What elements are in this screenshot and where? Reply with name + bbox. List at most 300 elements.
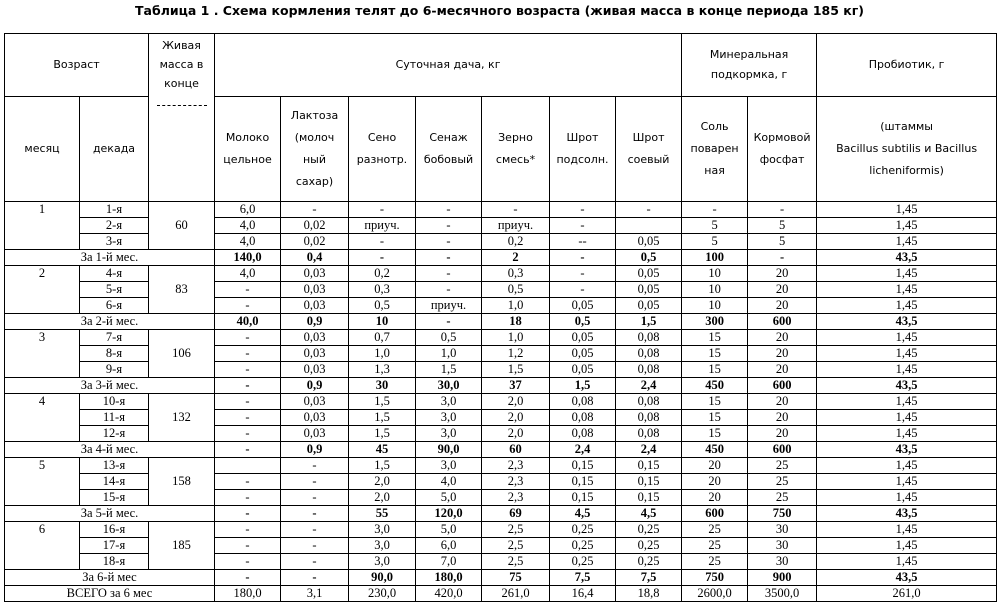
decade-cell: 18-я: [80, 554, 149, 570]
month-total-label: За 6-й мес: [5, 570, 215, 586]
value-cell: 2,0: [349, 490, 416, 506]
header-salt-l1: Соль: [700, 120, 729, 133]
value-cell: -: [215, 490, 281, 506]
value-cell: -: [281, 458, 349, 474]
decade-cell: 14-я: [80, 474, 149, 490]
header-milk: [215, 97, 281, 202]
header-hay: [349, 97, 416, 202]
value-cell: -: [748, 202, 817, 218]
month-total-label: За 1-й мес.: [5, 250, 215, 266]
total-cell: 0,9: [281, 314, 349, 330]
feeding-table: [4, 33, 997, 602]
value-cell: 3,0: [349, 522, 416, 538]
value-cell: -: [281, 490, 349, 506]
value-cell: [215, 458, 281, 474]
value-cell: -: [215, 362, 281, 378]
value-cell: 6,0: [416, 538, 482, 554]
total-cell: 600: [748, 314, 817, 330]
value-cell: -: [281, 522, 349, 538]
value-cell: 0,05: [616, 266, 682, 282]
value-cell: 3,0: [349, 554, 416, 570]
month-total-label: За 4-й мес.: [5, 442, 215, 458]
value-cell: 2,0: [482, 394, 550, 410]
value-cell: 0,25: [550, 538, 616, 554]
value-cell: 0,05: [616, 282, 682, 298]
total-cell: 60: [482, 442, 550, 458]
decade-cell: 6-я: [80, 298, 149, 314]
header-haylage: [416, 97, 482, 202]
decade-cell: 7-я: [80, 330, 149, 346]
grand-total-cell: 261,0: [817, 586, 997, 602]
value-cell: -: [349, 234, 416, 250]
header-strains-l1: (штаммы: [880, 120, 933, 133]
total-cell: 2: [482, 250, 550, 266]
month-cell: 3: [5, 330, 80, 378]
value-cell: 0,5: [482, 282, 550, 298]
total-cell: 450: [682, 378, 748, 394]
value-cell: 0,7: [349, 330, 416, 346]
value-cell: 0,08: [616, 410, 682, 426]
month-total-row: [5, 378, 997, 394]
total-cell: 0,9: [281, 442, 349, 458]
value-cell: 0,15: [550, 490, 616, 506]
table-title: Таблица 1 . Схема кормления телят до 6-месячного возраста (живая масса в конце периода 185 кг): [135, 3, 864, 18]
value-cell: 30: [748, 554, 817, 570]
value-cell: 20: [682, 490, 748, 506]
total-cell: 600: [682, 506, 748, 522]
header-lactose-l2: (молоч: [294, 131, 335, 144]
total-cell: 37: [482, 378, 550, 394]
value-cell: -: [215, 522, 281, 538]
value-cell: 1,0: [482, 330, 550, 346]
header-soy-l2: соевый: [627, 153, 670, 166]
value-cell: 1,2: [482, 346, 550, 362]
decade-cell: 3-я: [80, 234, 149, 250]
value-cell: 4,0: [215, 234, 281, 250]
value-cell: 0,08: [550, 426, 616, 442]
grand-total-row: [5, 586, 997, 602]
value-cell: -: [416, 282, 482, 298]
total-cell: -: [215, 506, 281, 522]
grand-total-cell: 2600,0: [682, 586, 748, 602]
value-cell: -: [616, 202, 682, 218]
value-cell: 15: [682, 426, 748, 442]
header-mineral: [682, 34, 817, 97]
value-cell: 0,08: [616, 362, 682, 378]
total-cell: 45: [349, 442, 416, 458]
value-cell: -: [550, 202, 616, 218]
value-cell: 20: [682, 474, 748, 490]
total-cell: 43,5: [817, 314, 997, 330]
total-cell: 0,5: [616, 250, 682, 266]
value-cell: -: [281, 538, 349, 554]
value-cell: -: [215, 298, 281, 314]
header-sunflower: [550, 97, 616, 202]
value-cell: 1,45: [817, 234, 997, 250]
header-soy: [616, 97, 682, 202]
header-phosphate: [748, 97, 817, 202]
table-row: [5, 202, 997, 218]
value-cell: 0,25: [550, 554, 616, 570]
value-cell: 1,45: [817, 410, 997, 426]
value-cell: 1,0: [482, 298, 550, 314]
value-cell: 20: [748, 266, 817, 282]
value-cell: 0,03: [281, 330, 349, 346]
total-cell: 43,5: [817, 442, 997, 458]
month-total-label: За 2-й мес.: [5, 314, 215, 330]
value-cell: 5: [748, 234, 817, 250]
grand-total-cell: 16,4: [550, 586, 616, 602]
header-lactose-l1: Лактоза: [290, 109, 339, 122]
grand-total-cell: 420,0: [416, 586, 482, 602]
total-cell: 30: [349, 378, 416, 394]
value-cell: 15: [682, 410, 748, 426]
total-cell: 900: [748, 570, 817, 586]
header-lactose-l3: ный: [302, 153, 327, 166]
decade-cell: 9-я: [80, 362, 149, 378]
total-cell: 43,5: [817, 506, 997, 522]
value-cell: 1,45: [817, 298, 997, 314]
total-cell: 750: [748, 506, 817, 522]
value-cell: 5: [682, 218, 748, 234]
header-lactose: [281, 97, 349, 202]
header-strains-l2: Bacillus subtilis и Bacillus: [836, 142, 978, 155]
header-milk-l2: цельное: [223, 153, 272, 166]
header-sunflower-l2: подсолн.: [556, 153, 609, 166]
value-cell: 1,5: [349, 394, 416, 410]
total-cell: 600: [748, 378, 817, 394]
total-cell: 43,5: [817, 378, 997, 394]
mass-cell: 106: [149, 330, 215, 378]
table-row: [5, 266, 997, 282]
header-grain: [482, 97, 550, 202]
total-cell: 40,0: [215, 314, 281, 330]
value-cell: 0,08: [616, 426, 682, 442]
value-cell: 2,5: [482, 522, 550, 538]
value-cell: 0,25: [550, 522, 616, 538]
value-cell: 20: [748, 410, 817, 426]
value-cell: -: [416, 202, 482, 218]
total-cell: 1,5: [550, 378, 616, 394]
value-cell: 0,15: [616, 458, 682, 474]
value-cell: 1,0: [416, 346, 482, 362]
header-mass-line1: Живая: [162, 39, 201, 52]
header-grain-l1: Зерно: [498, 131, 533, 144]
value-cell: 0,08: [616, 330, 682, 346]
total-cell: -: [416, 250, 482, 266]
value-cell: 25: [682, 522, 748, 538]
total-cell: -: [416, 314, 482, 330]
month-cell: 1: [5, 202, 80, 250]
value-cell: 0,08: [616, 394, 682, 410]
header-mass-line3: конце: [164, 77, 199, 90]
value-cell: 2,3: [482, 474, 550, 490]
total-cell: -: [215, 378, 281, 394]
value-cell: 0,03: [281, 298, 349, 314]
value-cell: 0,03: [281, 282, 349, 298]
value-cell: 7,0: [416, 554, 482, 570]
value-cell: 1,45: [817, 490, 997, 506]
total-cell: -: [748, 250, 817, 266]
value-cell: 0,25: [616, 538, 682, 554]
value-cell: -: [416, 234, 482, 250]
header-salt-l3: ная: [704, 164, 725, 177]
value-cell: -: [349, 202, 416, 218]
value-cell: 25: [748, 458, 817, 474]
decade-cell: 13-я: [80, 458, 149, 474]
header-age: Возраст: [5, 34, 149, 97]
value-cell: 1,45: [817, 474, 997, 490]
value-cell: -: [215, 330, 281, 346]
value-cell: 0,15: [550, 474, 616, 490]
value-cell: -: [281, 554, 349, 570]
grand-total-cell: 18,8: [616, 586, 682, 602]
value-cell: 30: [748, 538, 817, 554]
value-cell: 0,08: [550, 410, 616, 426]
total-cell: 7,5: [550, 570, 616, 586]
mass-cell: 158: [149, 458, 215, 506]
value-cell: 2,0: [482, 410, 550, 426]
header-milk-l1: Молоко: [225, 131, 270, 144]
header-soy-l1: Шрот: [632, 131, 665, 144]
grand-total-cell: 180,0: [215, 586, 281, 602]
value-cell: 20: [748, 282, 817, 298]
value-cell: 1,45: [817, 538, 997, 554]
header-mineral-line1: Минеральная: [709, 48, 789, 61]
value-cell: 1,5: [416, 362, 482, 378]
month-total-row: [5, 314, 997, 330]
total-cell: 43,5: [817, 250, 997, 266]
total-cell: 75: [482, 570, 550, 586]
total-cell: 750: [682, 570, 748, 586]
total-cell: -: [281, 506, 349, 522]
value-cell: 4,0: [215, 266, 281, 282]
value-cell: 5: [682, 234, 748, 250]
header-strains-l3: licheniformis): [869, 164, 944, 177]
value-cell: 3,0: [416, 394, 482, 410]
value-cell: -: [215, 394, 281, 410]
value-cell: 0,05: [550, 346, 616, 362]
header-salt-l2: поварен: [690, 142, 739, 155]
value-cell: 1,45: [817, 346, 997, 362]
value-cell: приуч.: [416, 298, 482, 314]
value-cell: -: [281, 474, 349, 490]
value-cell: 0,03: [281, 410, 349, 426]
value-cell: 0,05: [550, 362, 616, 378]
value-cell: 3,0: [416, 458, 482, 474]
value-cell: 5: [748, 218, 817, 234]
value-cell: 1,45: [817, 426, 997, 442]
grand-total-cell: 3,1: [281, 586, 349, 602]
decade-cell: 5-я: [80, 282, 149, 298]
value-cell: 0,02: [281, 234, 349, 250]
value-cell: 0,15: [616, 490, 682, 506]
value-cell: -: [215, 410, 281, 426]
mass-cell: 185: [149, 522, 215, 570]
value-cell: 15: [682, 330, 748, 346]
value-cell: 0,5: [349, 298, 416, 314]
total-cell: 0,9: [281, 378, 349, 394]
value-cell: 3,0: [416, 426, 482, 442]
month-total-row: [5, 442, 997, 458]
header-phosphate-l1: Кормовой: [753, 131, 811, 144]
header-haylage-l2: бобовый: [423, 153, 474, 166]
value-cell: 3,0: [416, 410, 482, 426]
value-cell: 15: [682, 362, 748, 378]
month-total-label: За 5-й мес.: [5, 506, 215, 522]
value-cell: 20: [748, 346, 817, 362]
total-cell: 7,5: [616, 570, 682, 586]
value-cell: -: [215, 282, 281, 298]
header-mass-line2: масса в: [159, 58, 204, 71]
total-cell: 120,0: [416, 506, 482, 522]
value-cell: 3,0: [349, 538, 416, 554]
total-cell: -: [281, 570, 349, 586]
value-cell: 0,05: [616, 298, 682, 314]
value-cell: 1,45: [817, 282, 997, 298]
table-row: [5, 458, 997, 474]
month-total-row: [5, 570, 997, 586]
header-salt: [682, 97, 748, 202]
value-cell: --: [550, 234, 616, 250]
value-cell: 1,5: [349, 410, 416, 426]
total-cell: 140,0: [215, 250, 281, 266]
header-month: месяц: [5, 97, 80, 202]
value-cell: 0,15: [616, 474, 682, 490]
value-cell: 0,05: [550, 330, 616, 346]
value-cell: 6,0: [215, 202, 281, 218]
value-cell: -: [281, 202, 349, 218]
value-cell: -: [550, 266, 616, 282]
value-cell: 0,03: [281, 394, 349, 410]
value-cell: -: [416, 218, 482, 234]
value-cell: -: [215, 346, 281, 362]
header-grain-l2: смесь*: [495, 153, 536, 166]
mass-cell: 60: [149, 202, 215, 250]
value-cell: -: [550, 218, 616, 234]
total-cell: 4,5: [550, 506, 616, 522]
decade-cell: 2-я: [80, 218, 149, 234]
value-cell: 5,0: [416, 490, 482, 506]
table-row: [5, 330, 997, 346]
header-haylage-l1: Сенаж: [429, 131, 468, 144]
value-cell: -: [482, 202, 550, 218]
header-lactose-l4: сахар): [295, 175, 334, 188]
header-daily: Суточная дача, кг: [215, 34, 682, 97]
header-decade: декада: [80, 97, 149, 202]
month-cell: 4: [5, 394, 80, 442]
total-cell: 600: [748, 442, 817, 458]
value-cell: 0,05: [550, 298, 616, 314]
value-cell: 20: [748, 362, 817, 378]
total-cell: 2,4: [616, 442, 682, 458]
total-cell: 1,5: [616, 314, 682, 330]
value-cell: 1,45: [817, 218, 997, 234]
value-cell: 15: [682, 346, 748, 362]
value-cell: 25: [748, 474, 817, 490]
header-hay-l1: Сено: [367, 131, 397, 144]
value-cell: 0,05: [616, 234, 682, 250]
value-cell: 20: [682, 458, 748, 474]
value-cell: 0,03: [281, 346, 349, 362]
value-cell: 0,2: [482, 234, 550, 250]
value-cell: 2,3: [482, 458, 550, 474]
grand-total-cell: 3500,0: [748, 586, 817, 602]
value-cell: 1,45: [817, 330, 997, 346]
mass-cell: 83: [149, 266, 215, 314]
month-total-label: За 3-й мес.: [5, 378, 215, 394]
total-cell: 300: [682, 314, 748, 330]
value-cell: 1,0: [349, 346, 416, 362]
header-phosphate-l2: фосфат: [759, 153, 805, 166]
grand-total-label: ВСЕГО за 6 мес: [5, 586, 215, 602]
value-cell: 0,03: [281, 426, 349, 442]
total-cell: -: [215, 570, 281, 586]
header-hay-l2: разнотр.: [356, 153, 408, 166]
value-cell: 0,5: [416, 330, 482, 346]
month-cell: 2: [5, 266, 80, 314]
total-cell: 0,4: [281, 250, 349, 266]
value-cell: 0,2: [349, 266, 416, 282]
value-cell: 25: [682, 554, 748, 570]
value-cell: 4,0: [215, 218, 281, 234]
mass-underline: [157, 104, 207, 106]
value-cell: 0,03: [281, 362, 349, 378]
value-cell: -: [550, 282, 616, 298]
value-cell: 1,5: [482, 362, 550, 378]
decade-cell: 17-я: [80, 538, 149, 554]
value-cell: [616, 218, 682, 234]
value-cell: 25: [748, 490, 817, 506]
header-strains: [817, 97, 997, 202]
total-cell: 30,0: [416, 378, 482, 394]
value-cell: 10: [682, 282, 748, 298]
decade-cell: 11-я: [80, 410, 149, 426]
decade-cell: 1-я: [80, 202, 149, 218]
total-cell: -: [550, 250, 616, 266]
table-body: [5, 202, 997, 602]
value-cell: 0,02: [281, 218, 349, 234]
value-cell: 0,08: [616, 346, 682, 362]
value-cell: -: [416, 266, 482, 282]
value-cell: 0,3: [349, 282, 416, 298]
value-cell: 1,45: [817, 362, 997, 378]
value-cell: 1,5: [349, 458, 416, 474]
header-sunflower-l1: Шрот: [566, 131, 599, 144]
total-cell: -: [215, 442, 281, 458]
value-cell: 0,25: [616, 522, 682, 538]
table-row: [5, 394, 997, 410]
value-cell: 0,08: [550, 394, 616, 410]
value-cell: 1,45: [817, 266, 997, 282]
decade-cell: 4-я: [80, 266, 149, 282]
value-cell: 1,5: [349, 426, 416, 442]
month-total-row: [5, 506, 997, 522]
total-cell: 18: [482, 314, 550, 330]
mass-cell: 132: [149, 394, 215, 442]
value-cell: -: [215, 426, 281, 442]
value-cell: 20: [748, 426, 817, 442]
value-cell: 1,3: [349, 362, 416, 378]
value-cell: 0,25: [616, 554, 682, 570]
total-cell: -: [349, 250, 416, 266]
value-cell: 25: [682, 538, 748, 554]
value-cell: 30: [748, 522, 817, 538]
total-cell: 43,5: [817, 570, 997, 586]
header-mineral-line2: подкормка, г: [710, 68, 788, 81]
value-cell: 2,0: [482, 426, 550, 442]
value-cell: 2,3: [482, 490, 550, 506]
